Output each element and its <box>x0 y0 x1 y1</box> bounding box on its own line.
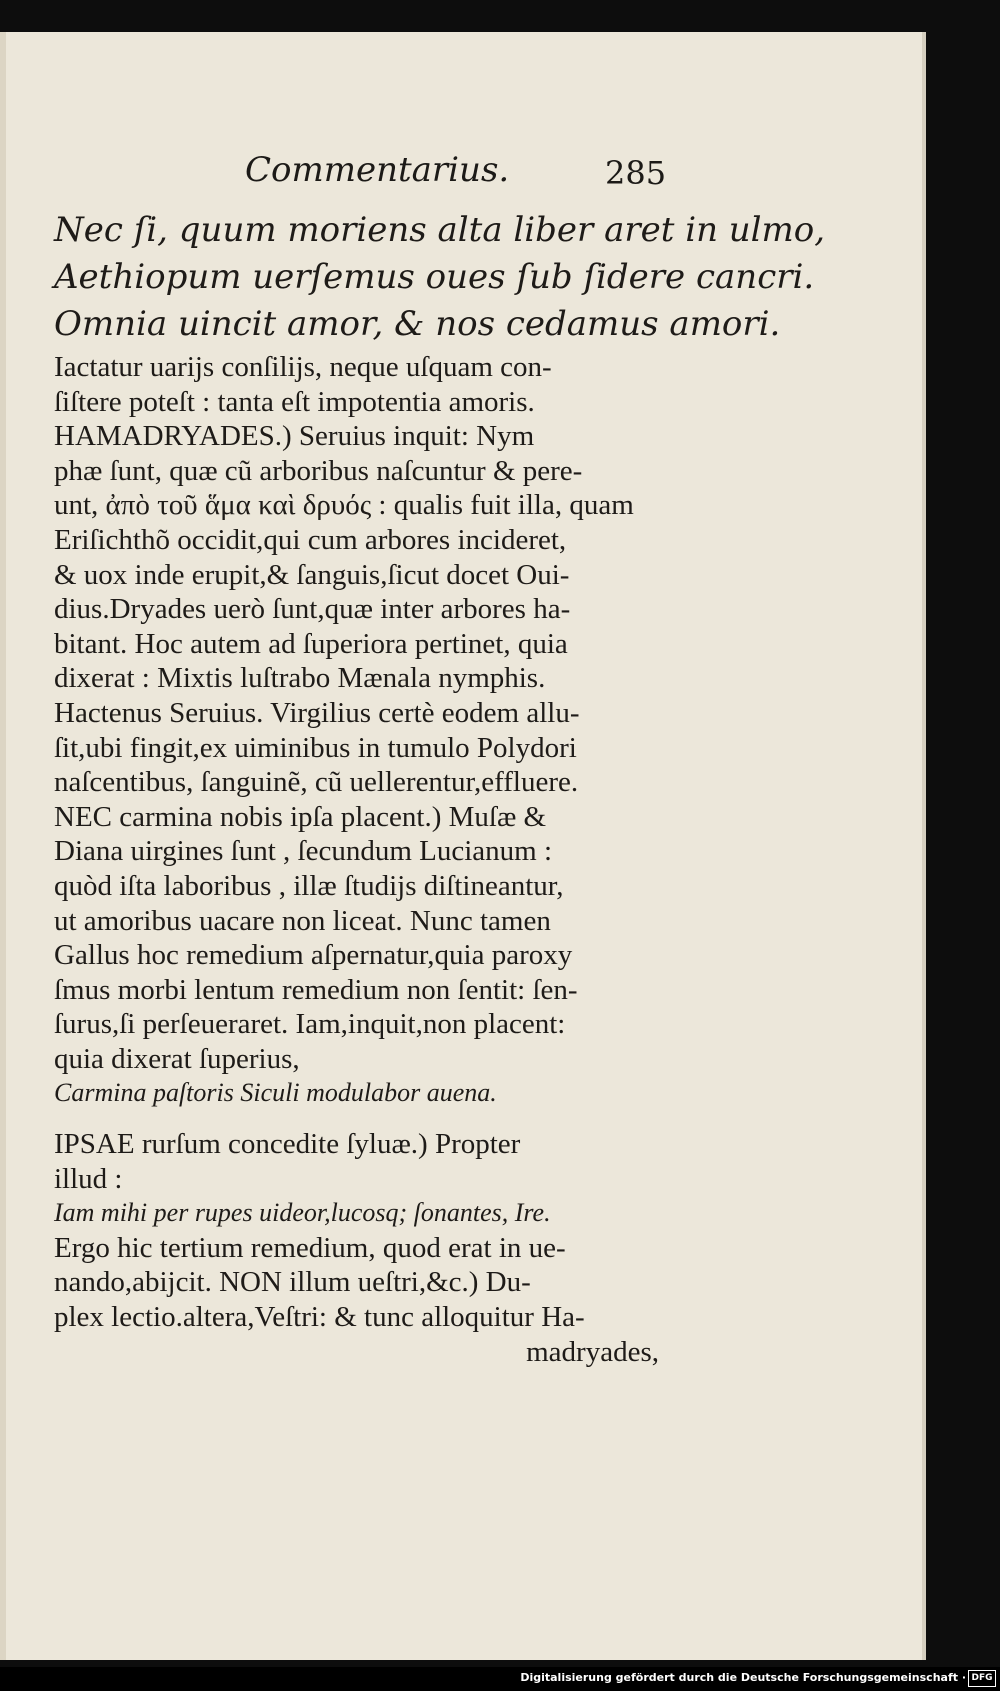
page-number: 285 <box>605 154 667 192</box>
text-line: NEC carmina nobis ipſa placent.) Muſæ & <box>54 800 547 833</box>
text-line: dius.Dryades uerò ſunt,quæ inter arbores ha- <box>54 593 571 626</box>
text-line: nando,abijcit. NON illum ueſtri,&c.) Du- <box>54 1266 531 1299</box>
verse-line: Aethiopum uerſemus oues ſub ſidere cancri. <box>54 257 815 297</box>
text-line: quia dixerat ſuperius, <box>54 1042 300 1075</box>
text-line: ſmus morbi lentum remedium non ſentit: ſen- <box>54 973 578 1006</box>
text-line: ut amoribus uacare non liceat. Nunc tamen <box>54 904 551 937</box>
text-line-last: madryades, <box>526 1335 659 1368</box>
text-line: Iactatur uarijs conſilijs, neque uſquam con- <box>54 351 552 383</box>
text-line: HAMADRYADES.) Seruius inquit: Nym <box>54 420 535 453</box>
text-line: bitant. Hoc autem ad ſuperiora pertinet, quia <box>54 627 568 660</box>
digitization-footer <box>0 1667 1000 1691</box>
commentary-body <box>54 350 659 1369</box>
running-head: Commentarius. <box>245 150 510 190</box>
text-line: illud : <box>54 1162 123 1195</box>
text-line: phæ ſunt, quæ cũ arboribus naſcuntur & pere- <box>54 454 583 487</box>
text-line: Diana uirgines ſunt , ſecundum Lucianum : <box>54 835 552 868</box>
text-line: plex lectio.altera,Veſtri: & tunc alloquitur Ha- <box>54 1301 585 1334</box>
text-line: unt, ἀπὸ τοῦ ἅμα καὶ δρυός : qualis fuit illa, quam <box>54 489 634 522</box>
text-line: dixerat : Mixtis luſtrabo Mænala nymphis. <box>54 662 546 695</box>
spacer <box>54 1111 659 1127</box>
funding-credit: Digitalisierung gefördert durch die Deutsche Forschungsgemeinschaft · <box>520 1671 966 1684</box>
quoted-verse: Iam mihi per rupes uideor,lucosq; ſonantes, Ire. <box>54 1198 551 1228</box>
verse-block <box>54 207 826 348</box>
text-line: & uox inde erupit,& ſanguis,ſicut docet Oui- <box>54 558 570 591</box>
verse-line: Omnia uincit amor, & nos cedamus amori. <box>54 304 781 344</box>
dfg-logo: DFG <box>968 1670 996 1687</box>
page-header <box>0 150 922 202</box>
text-line: naſcentibus, ſanguinẽ, cũ uellerentur,effluere. <box>54 766 579 799</box>
text-line: IPSAE rurſum concedite ſyluæ.) Propter <box>54 1128 521 1161</box>
text-line: Gallus hoc remedium aſpernatur,quia paroxy <box>54 939 573 972</box>
page-edge <box>0 32 6 1660</box>
text-line: Eriſichthõ occidit,qui cum arbores incideret, <box>54 523 567 556</box>
text-line: ſiſtere poteſt : tanta eſt impotentia amoris. <box>54 385 535 418</box>
text-line: quòd iſta laboribus , illæ ſtudijs diſtineantur, <box>54 869 564 902</box>
text-line: ſurus,ſi perſeueraret. Iam,inquit,non placent: <box>54 1008 566 1041</box>
book-page <box>0 32 926 1660</box>
text-line: ſit,ubi fingit,ex uiminibus in tumulo Polydori <box>54 731 577 764</box>
verse-line: Nec ſi, quum moriens alta liber aret in ulmo, <box>54 210 826 250</box>
quoted-verse: Carmina paſtoris Siculi modulabor auena. <box>54 1078 497 1108</box>
text-line: Hactenus Seruius. Virgilius certè eodem allu- <box>54 696 580 729</box>
text-line: Ergo hic tertium remedium, quod erat in ue- <box>54 1231 566 1264</box>
